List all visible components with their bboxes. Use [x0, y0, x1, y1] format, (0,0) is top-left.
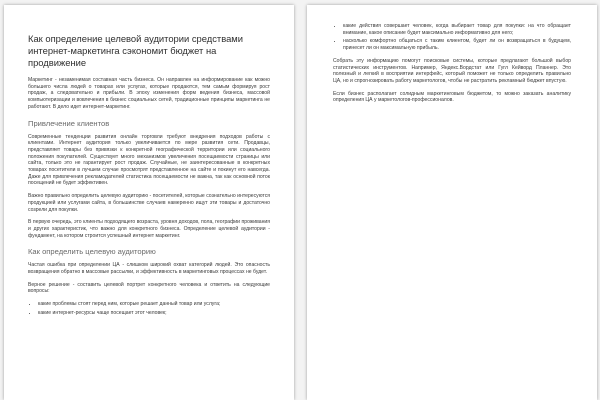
list-item: • насколько комфортно общаться с таким клиентом, будет ли он возвращаться в будущем, принесет ли он максимальную прибыль. — [343, 38, 571, 51]
paragraph: Частая ошибка при определении ЦА - слишком широкий охват категорий людей. Это опасность возвращения обратно в массовые рассылки, и эффективность в маркетинговых процессах не будет. — [28, 262, 270, 276]
bullet-list — [28, 301, 270, 316]
section-heading-define-audience: Как определить целевую аудиторию — [28, 247, 156, 257]
paragraph: Если бизнес располагает солидным маркетинговым бюджетом, то можно заказать аналитику определения ЦА у маркетологов-профессионалов. — [333, 90, 571, 104]
section-heading-attracting-clients: Привлечение клиентов — [28, 118, 110, 128]
paragraph: Верное решение - составить целевой портрет конкретного человека и ответить на следующие вопросы: — [28, 281, 270, 295]
document-page-2 — [307, 5, 597, 400]
list-item: • какие интернет-ресурсы чаще посещает этот человек; — [38, 310, 270, 317]
paragraph: Собрать эту информацию помогут поисковые системы, которые предлагают большой выбор статистических инструментов. Например, Яндекс.Вордстат или Гугл Кейворд Планнер. Это полезный и легкий в восприятии интерфейс, который поможет не только определить правильно ЦА, но и спрогнозировать работу маркетологов, чтобы не растратить рекламный бюджет впустую. — [333, 57, 571, 84]
list-item: • какие проблемы стоят перед ним, которые решает данный товар или услуга; — [38, 301, 270, 308]
intro-paragraph: Маркетинг - незаменимая составная часть бизнеса. Он направлен на информирование как можно большего числа людей о товарах или услугах, которые продаются, тем самым формируя рост продаж, а следовательно и прибыли. В эпоху изменения форм ведения бизнеса, массовой компьютеризации и вовлечения в бизнес социальных сетей, традиционные принципы маркетинга не работают. В дело идет интернет-маркетинг. — [28, 77, 270, 110]
paragraph: В первую очередь, это клиенты подходящего возраста, уровня доходов, пола, географии проживания и других характеристик, что важно для конкретного бизнеса. Определение целевой аудитории - фундамент, на котором строится успешный интернет маркетинг. — [28, 219, 270, 239]
document-title: Как определение целевой аудитории средствами интернет-маркетинга сэкономит бюджет на продвижение — [28, 33, 243, 68]
list-item: • какие действия совершает человек, когда выбирает товар для покупки: на что обращает внимание, какое описание будет максимально информативно для него; — [343, 23, 571, 36]
document-page-1 — [4, 5, 294, 400]
paragraph: Важно правильно определить целевую аудиторию - посетителей, которые сознательно интересуются продукцией или услугами сайта, в большинстве случаев намеренно ищут эти товары и достаточно созрели для покупки. — [28, 193, 270, 213]
bullet-list — [333, 23, 571, 52]
paragraph: Современные тенденции развития онлайн торговли требуют внедрения подходов работы с клиентами. Интернет аудитория только увеличивается по мере развития сети. Продавцы, представляет товары без привязки к конкретной географической территории или социального положения покупателей. Существует много механизмов увеличения посещаемости страницы или сайта, только это не гарантирует рост продаж. Случайные, не заинтересованные в конкретных товарах посетители в лучшем случае просмотрят представленное на сайте и покинут его навсегда. Даже для привлечения рекламодателей статистика посещаемости не важна, так как основной поток посещений не будет эффективен. — [28, 133, 270, 187]
